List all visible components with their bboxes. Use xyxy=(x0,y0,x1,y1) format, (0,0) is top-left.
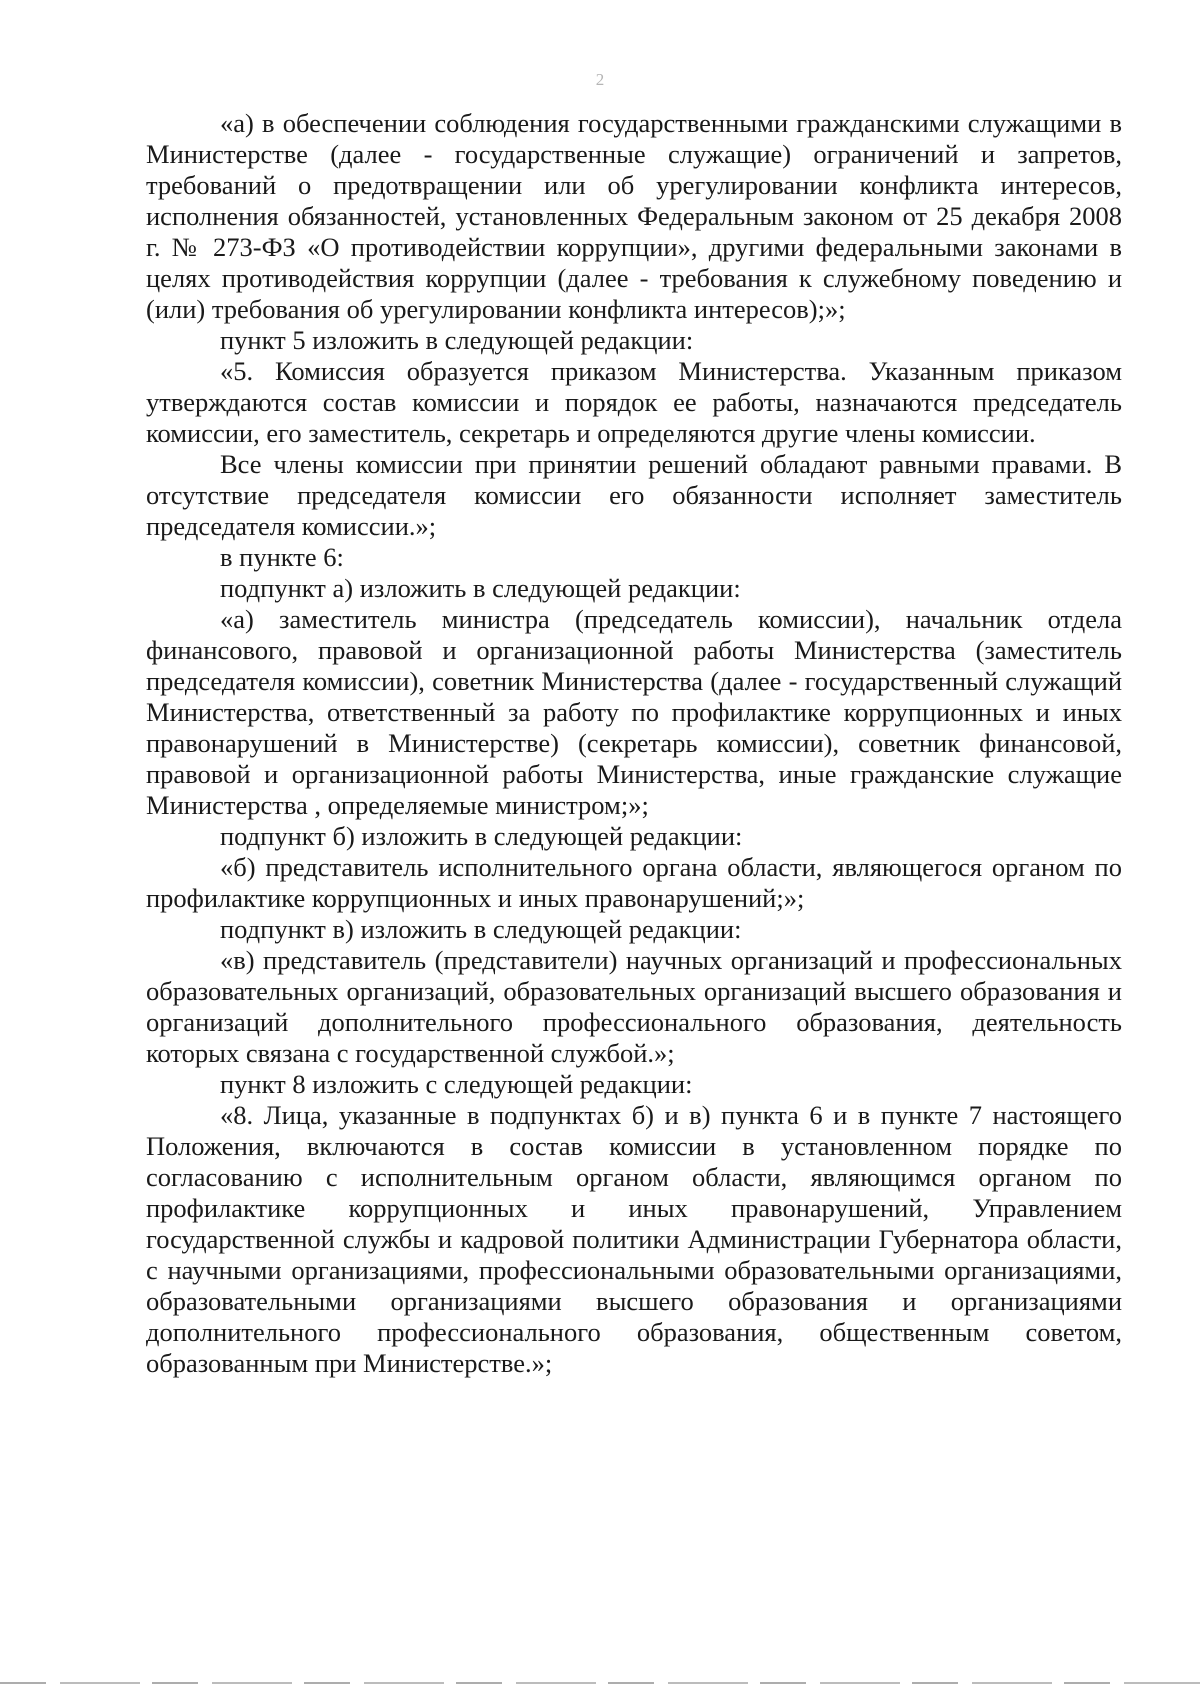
paragraph-subpoint-b-instruction: подпункт б) изложить в следующей редакции: xyxy=(220,821,743,851)
paragraph-subpoint-a-instruction: подпункт а) изложить в следующей редакции: xyxy=(220,573,741,603)
page-number: 2 xyxy=(595,70,605,89)
paragraph-point-8-text: «8. Лица, указанные в подпунктах б) и в) пункта 6 и в пункте 7 настоящего Положения, включаются в состав комиссии в установленном порядке по согласованию с исполнительным органом области, являющимся органом по профилактике коррупционных и иных правонарушений, Управлением государственной службы и кадровой политики Администрации Губернатора области, с научными организациями, профессиональными образовательными организациями, образовательными организациями высшего образования и организациями дополнительного профессионального образования, общественным советом, образованным при Министерстве.»; xyxy=(146,1100,1122,1378)
paragraph-equal-rights: Все члены комиссии при принятии решений обладают равными правами. В отсутствие председателя комиссии его обязанности исполняет заместитель председателя комиссии.»; xyxy=(146,449,1122,541)
paragraph-point-5-text: «5. Комиссия образуется приказом Министерства. Указанным приказом утверждаются состав комиссии и порядок ее работы, назначаются председатель комиссии, его заместитель, секретарь и определяются другие члены комиссии. xyxy=(146,356,1122,448)
scan-edge-line xyxy=(0,1682,1200,1684)
paragraph-point-6-heading: в пункте 6: xyxy=(220,542,344,572)
document-body xyxy=(146,108,1122,1379)
paragraph-subpoint-a-intro: «а) в обеспечении соблюдения государственными гражданскими служащими в Министерстве (далее - государственные служащие) ограничений и запретов, требований о предотвращении или об урегулировании конфликта интересов, исполнения обязанностей, установленных Федеральным законом от 25 декабря 2008 г. № 273-ФЗ «О противодействии коррупции», другими федеральными законами в целях противодействия коррупции (далее - требования к служебному поведению и (или) требования об урегулировании конфликта интересов);»; xyxy=(146,108,1122,324)
paragraph-subpoint-b-text: «б) представитель исполнительного органа области, являющегося органом по профилактике коррупционных и иных правонарушений;»; xyxy=(146,852,1122,913)
paragraph-subpoint-a-text: «а) заместитель министра (председатель комиссии), начальник отдела финансового, правовой и организационной работы Министерства (заместитель председателя комиссии), советник Министерства (далее - государственный служащий Министерства, ответственный за работу по профилактике коррупционных и иных правонарушений в Министерстве) (секретарь комиссии), советник финансовой, правовой и организационной работы Министерства, иные гражданские служащие Министерства , определяемые министром;»; xyxy=(146,604,1122,820)
paragraph-subpoint-v-instruction: подпункт в) изложить в следующей редакции: xyxy=(220,914,742,944)
paragraph-point-8-instruction: пункт 8 изложить с следующей редакции: xyxy=(220,1069,693,1099)
paragraph-subpoint-v-text: «в) представитель (представители) научных организаций и профессиональных образовательных организаций, образовательных организаций высшего образования и организаций дополнительного профессионального образования, деятельность которых связана с государственной службой.»; xyxy=(146,945,1122,1068)
paragraph-point-5-instruction: пункт 5 изложить в следующей редакции: xyxy=(220,325,694,355)
